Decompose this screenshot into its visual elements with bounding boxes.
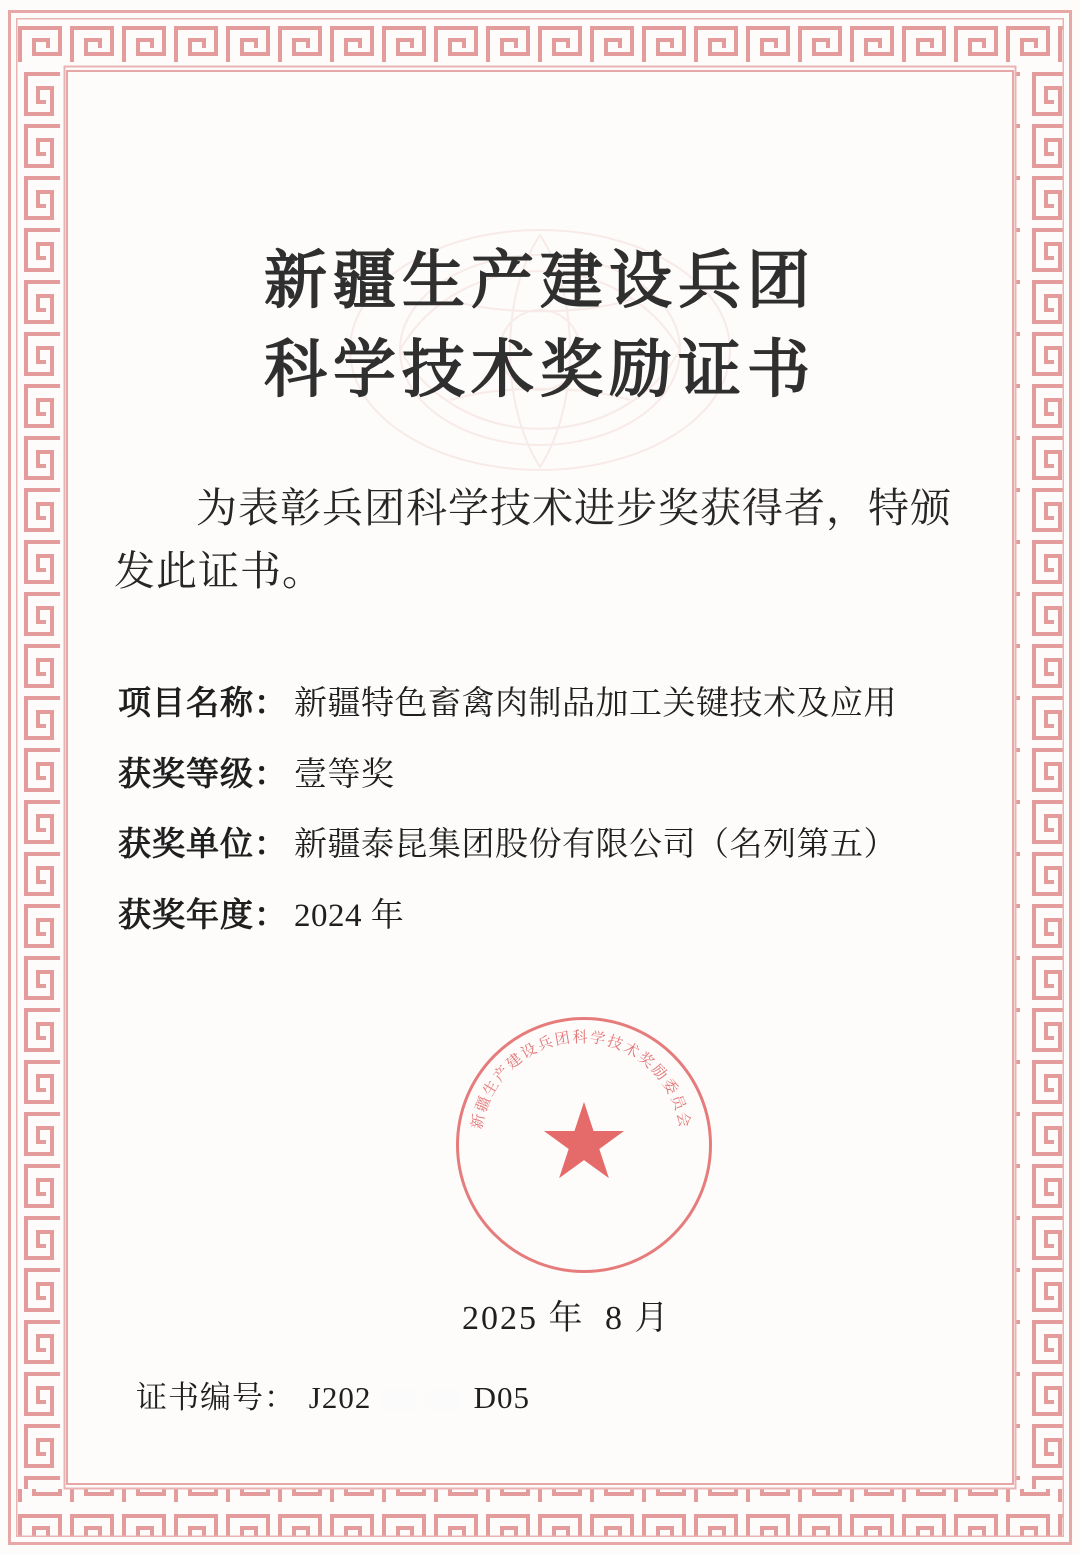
field-value: 新疆泰昆集团股份有限公司（名列第五） [294,827,897,864]
certificate-number [136,1372,530,1417]
field-project-name [118,682,984,727]
fields-list [96,682,984,938]
official-seal [456,1017,712,1273]
field-label: 获奖年度： [118,897,288,934]
svg-text:新疆生产建设兵团科学技术奖励委员会: 新疆生产建设兵团科学技术奖励委员会 [469,1030,693,1131]
redacted-block [425,1390,461,1410]
title-line-1: 新疆生产建设兵团 [264,243,816,317]
field-award-level [118,753,984,798]
seal-and-date [402,1017,872,1347]
certificate-number-tail: D05 [473,1380,530,1415]
redacted-block [380,1390,416,1410]
issue-date [462,1290,671,1339]
page-title [96,236,984,415]
preamble-text: 为表彰兵团科学技术进步奖获得者，特颁发此证书。 [114,484,952,595]
field-award-unit [118,823,984,868]
title-line-2: 科学技术奖励证书 [264,332,816,407]
issue-year-suffix: 年 [548,1300,585,1337]
field-label: 获奖等级： [118,756,288,793]
field-label: 获奖单位： [118,827,288,864]
seal-star-icon: ★ [541,1095,627,1192]
issue-month: 8 [605,1300,624,1337]
field-label: 项目名称： [118,686,288,722]
field-value: 新疆特色畜禽肉制品加工关键技术及应用 [294,686,897,722]
field-award-year [118,894,984,939]
field-value: 壹等奖 [294,756,395,793]
field-value: 2024 年 [294,897,405,934]
certificate-content [96,96,984,1459]
issue-month-suffix: 月 [634,1300,671,1337]
issue-year: 2025 [462,1300,538,1337]
certificate-number-value: J202 [308,1380,372,1415]
certificate-number-label: 证书编号： [136,1380,296,1415]
